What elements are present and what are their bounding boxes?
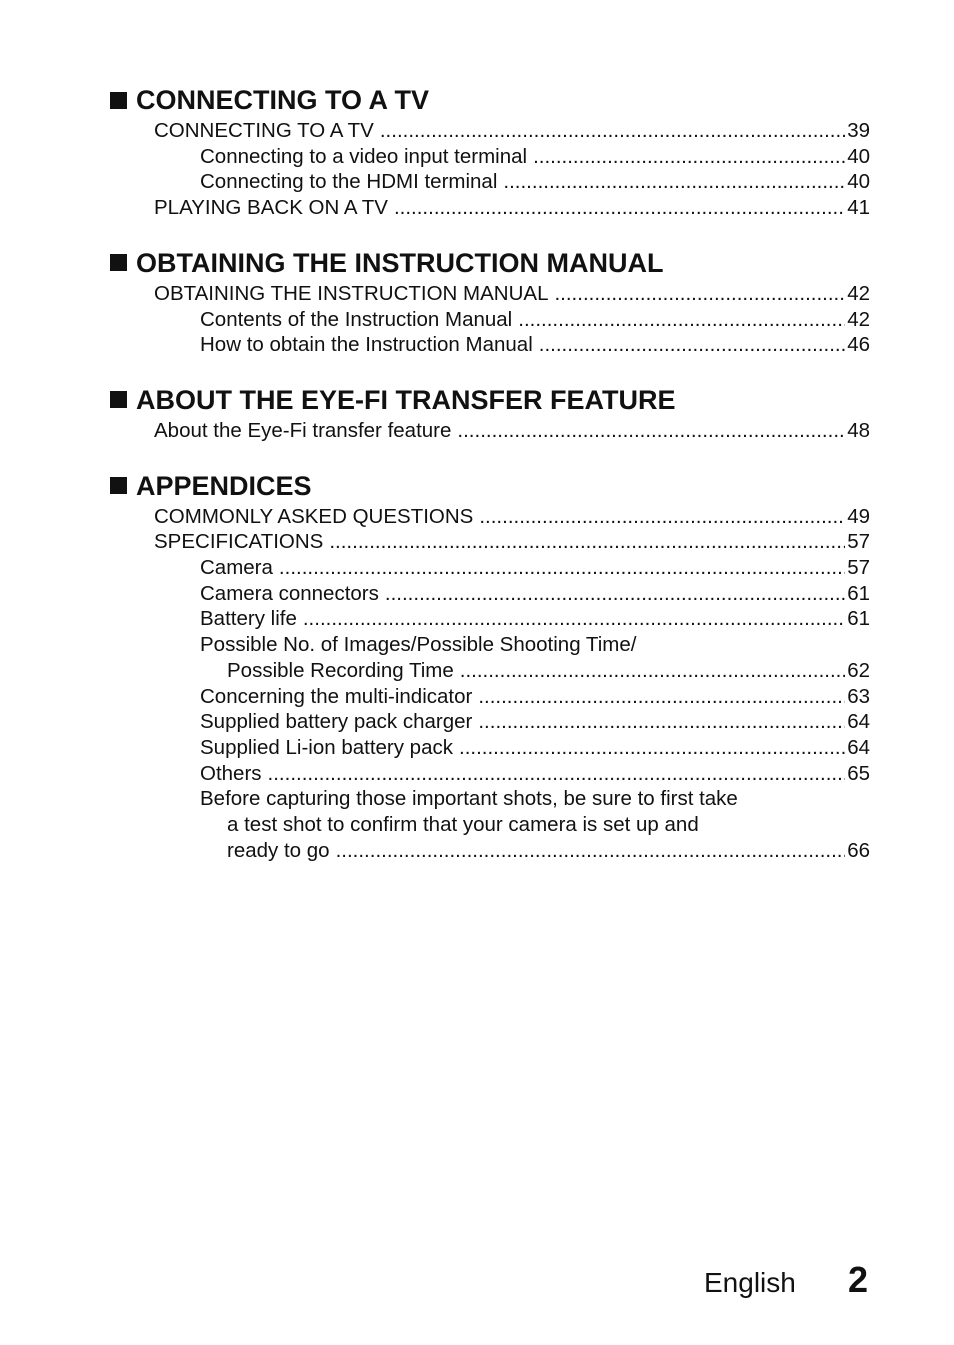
dot-leader: [329, 529, 845, 555]
toc-entry-title: PLAYING BACK ON A TV: [154, 196, 388, 220]
dot-leader: [380, 118, 845, 144]
toc-entry[interactable]: [110, 144, 870, 170]
footer-page-number: 2: [848, 1259, 869, 1300]
dot-leader: [457, 418, 845, 444]
toc-section-obtaining-the-instruction-manual: [110, 247, 870, 358]
toc-entry-page: 39: [847, 119, 870, 142]
toc-entry-page: 42: [847, 307, 870, 331]
dot-leader: [268, 761, 846, 787]
toc-entry-title-line: ready to go: [227, 838, 330, 862]
dot-leader: [460, 658, 845, 684]
toc-entry-title: SPECIFICATIONS: [154, 530, 324, 554]
dot-leader: [478, 709, 845, 735]
toc-entry-line[interactable]: [110, 812, 870, 838]
toc-entry-title: Others: [200, 761, 262, 785]
dot-leader: [503, 169, 845, 195]
toc-entry-page: 49: [847, 504, 870, 528]
toc-entry-page: 65: [847, 761, 870, 785]
toc-entry-title: CONNECTING TO A TV: [154, 119, 374, 142]
toc-entry[interactable]: [110, 838, 870, 864]
toc-entry-title: Battery life: [200, 607, 297, 631]
toc-entry-page: 66: [847, 838, 870, 862]
toc-entry[interactable]: [110, 504, 870, 530]
dot-leader: [303, 606, 845, 632]
square-bullet-icon: [110, 92, 127, 109]
toc-entry[interactable]: [110, 307, 870, 333]
dot-leader: [554, 281, 845, 307]
toc-entry-page: 41: [847, 196, 870, 220]
dot-leader: [385, 581, 845, 607]
dot-leader: [533, 144, 845, 170]
toc-entry-title: Connecting to the HDMI terminal: [200, 170, 498, 194]
toc-entry-page: 61: [847, 581, 870, 605]
toc-entry-page: 57: [847, 556, 870, 580]
toc-section-connecting-to-a-tv: [110, 84, 870, 221]
toc-entry-title-line: Possible No. of Images/Possible Shooting Time/: [200, 633, 637, 657]
toc-entry[interactable]: [110, 735, 870, 761]
toc-entry-page: 40: [847, 170, 870, 194]
toc-entry-title: Supplied Li-ion battery pack: [200, 735, 453, 759]
toc-entry-title-line: Before capturing those important shots, be sure to first take: [200, 787, 738, 811]
toc-entry-line[interactable]: [110, 786, 870, 812]
toc-entry-page: 57: [847, 530, 870, 554]
toc-entry-page: 42: [847, 281, 870, 305]
dot-leader: [394, 195, 845, 221]
toc-entry-title: OBTAINING THE INSTRUCTION MANUAL: [154, 281, 549, 305]
square-bullet-icon: [110, 477, 127, 494]
toc-entry[interactable]: [110, 606, 870, 632]
toc-entry[interactable]: [110, 581, 870, 607]
toc-entry-page: 64: [847, 710, 870, 734]
toc-entry[interactable]: [110, 169, 870, 195]
toc-entry[interactable]: [110, 658, 870, 684]
toc-entry-title: Contents of the Instruction Manual: [200, 307, 513, 331]
table-of-contents: [110, 84, 870, 889]
toc-entry-page: 46: [847, 333, 870, 357]
toc-entry-line[interactable]: [110, 632, 870, 658]
dot-leader: [539, 332, 845, 358]
footer-language: English: [704, 1267, 796, 1298]
section-heading: [110, 247, 870, 279]
toc-entry[interactable]: [110, 332, 870, 358]
toc-entry-title-line: a test shot to confirm that your camera is set up and: [227, 813, 699, 837]
toc-entry-page: 63: [847, 684, 870, 708]
toc-section-eye-fi-transfer: [110, 384, 870, 444]
toc-entry-title: Concerning the multi-indicator: [200, 684, 473, 708]
toc-entry[interactable]: [110, 684, 870, 710]
toc-section-appendices: [110, 470, 870, 864]
toc-entry-title: Connecting to a video input terminal: [200, 144, 528, 168]
toc-entry[interactable]: [110, 195, 870, 221]
dot-leader: [336, 838, 846, 864]
section-heading: [110, 470, 870, 502]
toc-entry-page: 62: [847, 658, 870, 682]
toc-entry-page: 40: [847, 144, 870, 168]
section-heading-text: APPENDICES: [136, 470, 312, 501]
toc-entry-title: How to obtain the Instruction Manual: [200, 333, 533, 357]
toc-entry[interactable]: [110, 118, 870, 144]
toc-entry-title: Camera connectors: [200, 581, 379, 605]
toc-entry[interactable]: [110, 281, 870, 307]
section-heading: [110, 84, 870, 116]
toc-entry-title: Supplied battery pack charger: [200, 710, 473, 734]
dot-leader: [479, 504, 845, 530]
section-heading-text: ABOUT THE EYE-FI TRANSFER FEATURE: [136, 384, 676, 415]
toc-entry[interactable]: [110, 555, 870, 581]
toc-entry-title: Camera: [200, 556, 273, 580]
dot-leader: [279, 555, 845, 581]
toc-entry-page: 64: [847, 735, 870, 759]
section-heading-text: OBTAINING THE INSTRUCTION MANUAL: [136, 247, 664, 278]
toc-entry[interactable]: [110, 709, 870, 735]
toc-entry-title-line: Possible Recording Time: [227, 658, 454, 682]
dot-leader: [478, 684, 845, 710]
square-bullet-icon: [110, 254, 127, 271]
section-heading: [110, 384, 870, 416]
dot-leader: [459, 735, 845, 761]
toc-entry[interactable]: [110, 761, 870, 787]
dot-leader: [518, 307, 845, 333]
toc-entry[interactable]: [110, 529, 870, 555]
toc-entry[interactable]: [110, 418, 870, 444]
section-heading-text: CONNECTING TO A TV: [136, 85, 430, 115]
toc-entry-title: COMMONLY ASKED QUESTIONS: [154, 504, 474, 528]
toc-entry-page: 48: [847, 418, 870, 442]
square-bullet-icon: [110, 391, 127, 408]
toc-entry-title: About the Eye-Fi transfer feature: [154, 418, 452, 442]
toc-entry-page: 61: [847, 607, 870, 631]
